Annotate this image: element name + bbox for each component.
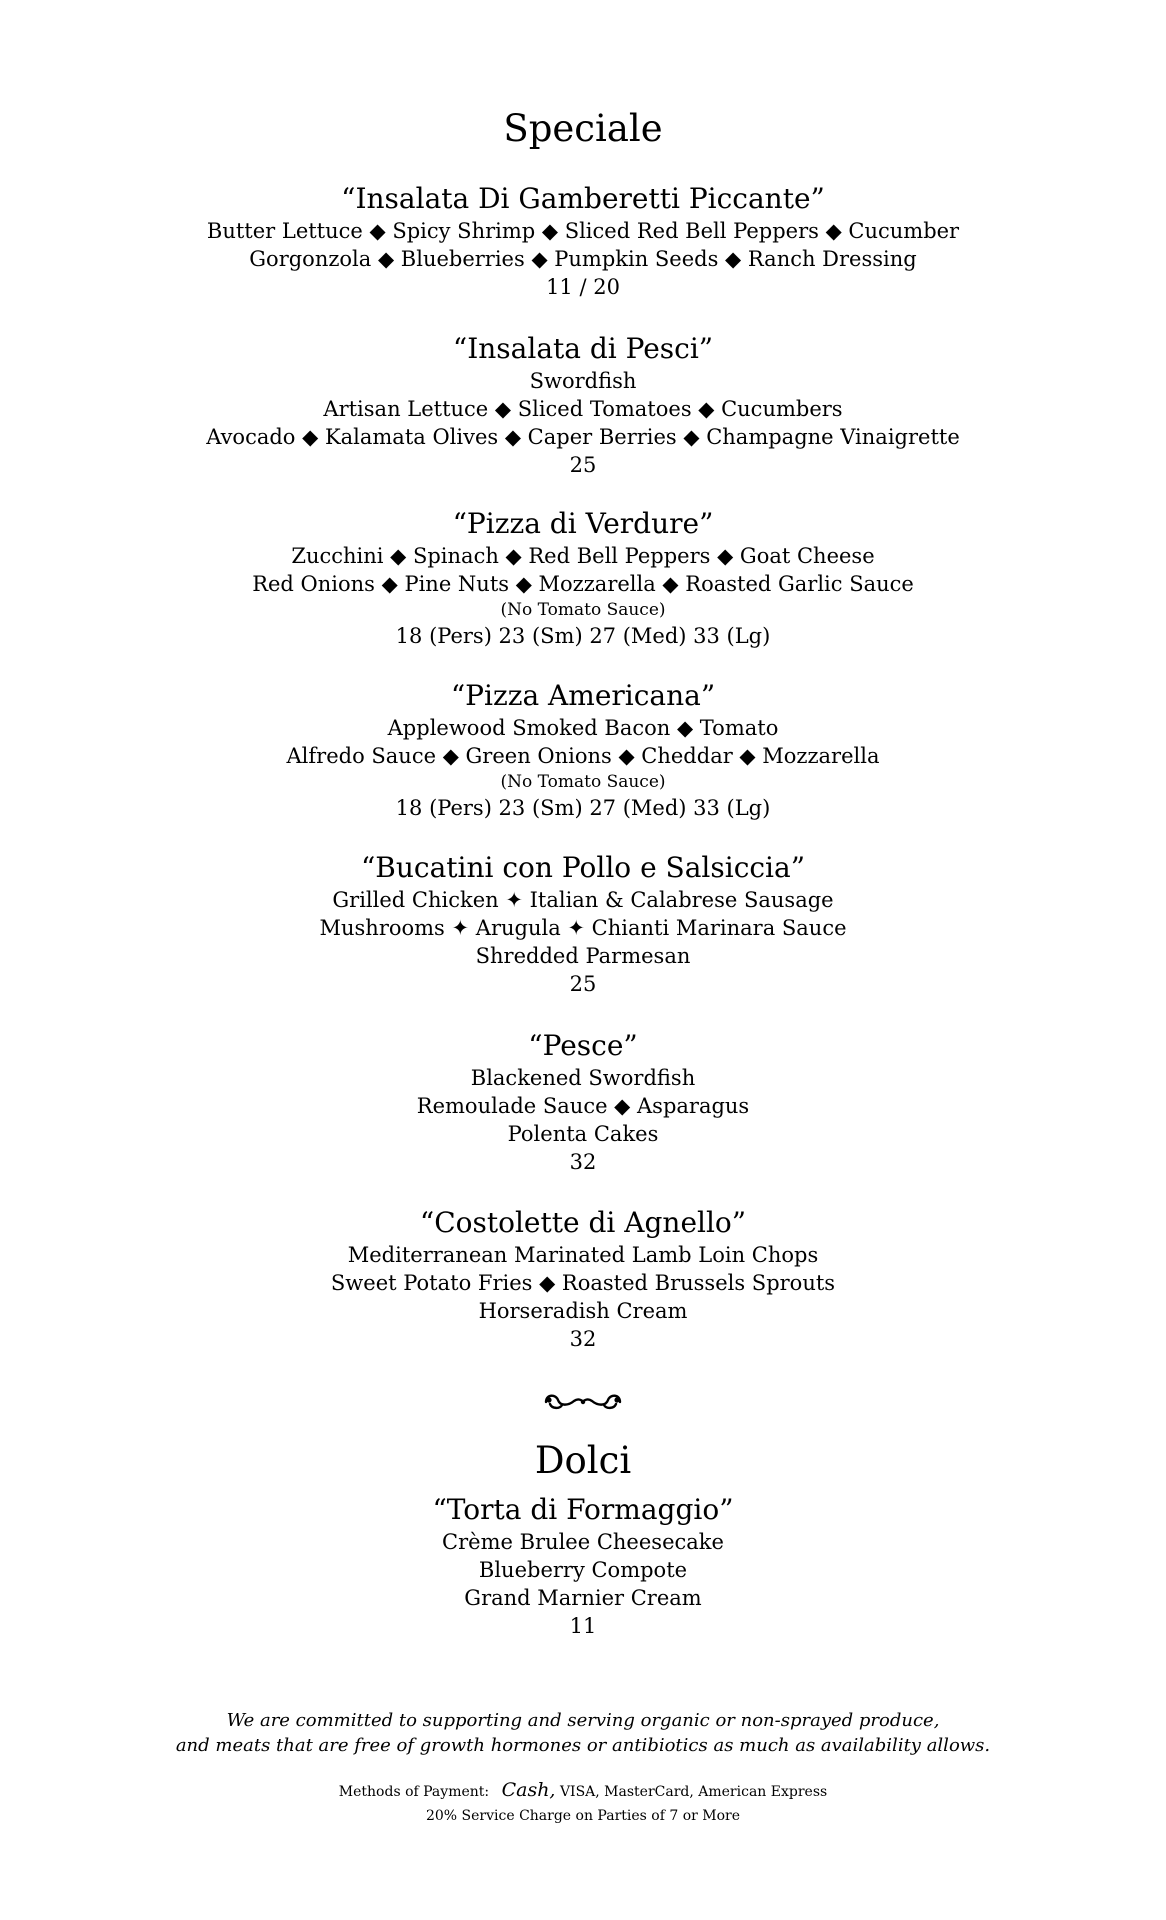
item-description-line: Mediterranean Marinated Lamb Loin Chops bbox=[347, 1243, 819, 1267]
item-name: “Insalata di Pesci” bbox=[452, 332, 714, 365]
payment-methods bbox=[0, 1778, 1166, 1805]
item-description-line: Gorgonzola ◆ Blueberries ◆ Pumpkin Seeds ◆ Ranch Dressing bbox=[249, 247, 917, 271]
item-description-line: Swordfish bbox=[529, 369, 637, 393]
payment-label: Methods of Payment: bbox=[338, 1784, 490, 1800]
item-price: 18 (Pers) 23 (Sm) 27 (Med) 33 (Lg) bbox=[395, 796, 771, 820]
menu-item bbox=[0, 680, 1166, 822]
item-description-line: Blueberry Compote bbox=[478, 1558, 688, 1582]
service-charge-note: 20% Service Charge on Parties of 7 or More bbox=[425, 1808, 741, 1824]
menu-item bbox=[0, 508, 1166, 650]
item-description-line: Artisan Lettuce ◆ Sliced Tomatoes ◆ Cucumbers bbox=[323, 397, 843, 421]
menu-item bbox=[0, 852, 1166, 998]
item-description-line: Red Onions ◆ Pine Nuts ◆ Mozzarella ◆ Roasted Garlic Sauce bbox=[252, 572, 914, 596]
item-name: “Torta di Formaggio” bbox=[432, 1493, 734, 1526]
item-description-line: Sweet Potato Fries ◆ Roasted Brussels Sprouts bbox=[330, 1271, 836, 1295]
item-description-line: Butter Lettuce ◆ Spicy Shrimp ◆ Sliced Red Bell Peppers ◆ Cucumber bbox=[206, 219, 960, 243]
item-note: (No Tomato Sauce) bbox=[500, 600, 666, 620]
item-name: “Costolette di Agnello” bbox=[419, 1206, 747, 1239]
item-description-line: Mushrooms ✦ Arugula ✦ Chianti Marinara Sauce bbox=[319, 916, 847, 940]
item-description-line: Crème Brulee Cheesecake bbox=[442, 1530, 724, 1554]
menu-item bbox=[0, 1207, 1166, 1353]
section-title-dolci: Dolci bbox=[534, 1439, 632, 1482]
item-note: (No Tomato Sauce) bbox=[500, 772, 666, 792]
menu-item bbox=[0, 333, 1166, 479]
section-title-speciale: Speciale bbox=[503, 107, 663, 150]
item-description-line: Grilled Chicken ✦ Italian & Calabrese Sausage bbox=[332, 888, 834, 912]
item-name: “Pesce” bbox=[528, 1029, 638, 1062]
item-description-line: Horseradish Cream bbox=[478, 1299, 688, 1323]
item-name: “Bucatini con Pollo e Salsiccia” bbox=[360, 851, 806, 884]
item-description-line: Alfredo Sauce ◆ Green Onions ◆ Cheddar ◆ Mozzarella bbox=[286, 744, 880, 768]
payment-cards: VISA, MasterCard, American Express bbox=[559, 1784, 828, 1800]
menu-item bbox=[0, 1030, 1166, 1176]
item-name: “Insalata Di Gamberetti Piccante” bbox=[341, 182, 825, 215]
item-description-line: Applewood Smoked Bacon ◆ Tomato bbox=[387, 716, 779, 740]
menu-item bbox=[0, 1494, 1166, 1640]
payment-cash: Cash, bbox=[501, 1779, 556, 1801]
commitment-note-line: and meats that are free of growth hormones or antibiotics as much as availability allows. bbox=[175, 1735, 991, 1756]
item-name: “Pizza Americana” bbox=[450, 679, 716, 712]
item-price: 11 bbox=[569, 1614, 597, 1638]
item-price: 18 (Pers) 23 (Sm) 27 (Med) 33 (Lg) bbox=[395, 624, 771, 648]
commitment-note-line: We are committed to supporting and serving organic or non-sprayed produce, bbox=[226, 1710, 940, 1731]
item-description-line: Zucchini ◆ Spinach ◆ Red Bell Peppers ◆ Goat Cheese bbox=[291, 544, 875, 568]
item-price: 11 / 20 bbox=[546, 275, 620, 299]
item-price: 25 bbox=[569, 453, 597, 477]
item-description-line: Polenta Cakes bbox=[507, 1122, 659, 1146]
item-description-line: Avocado ◆ Kalamata Olives ◆ Caper Berries ◆ Champagne Vinaigrette bbox=[206, 425, 960, 449]
item-description-line: Blackened Swordfish bbox=[470, 1066, 696, 1090]
item-price: 32 bbox=[569, 1150, 597, 1174]
item-name: “Pizza di Verdure” bbox=[452, 507, 714, 540]
menu-item bbox=[0, 183, 1166, 301]
item-description-line: Grand Marnier Cream bbox=[464, 1586, 702, 1610]
item-price: 25 bbox=[569, 972, 597, 996]
item-price: 32 bbox=[569, 1327, 597, 1351]
ornamental-flourish-icon bbox=[0, 1388, 1166, 1414]
item-description-line: Remoulade Sauce ◆ Asparagus bbox=[416, 1094, 750, 1118]
item-description-line: Shredded Parmesan bbox=[475, 944, 691, 968]
